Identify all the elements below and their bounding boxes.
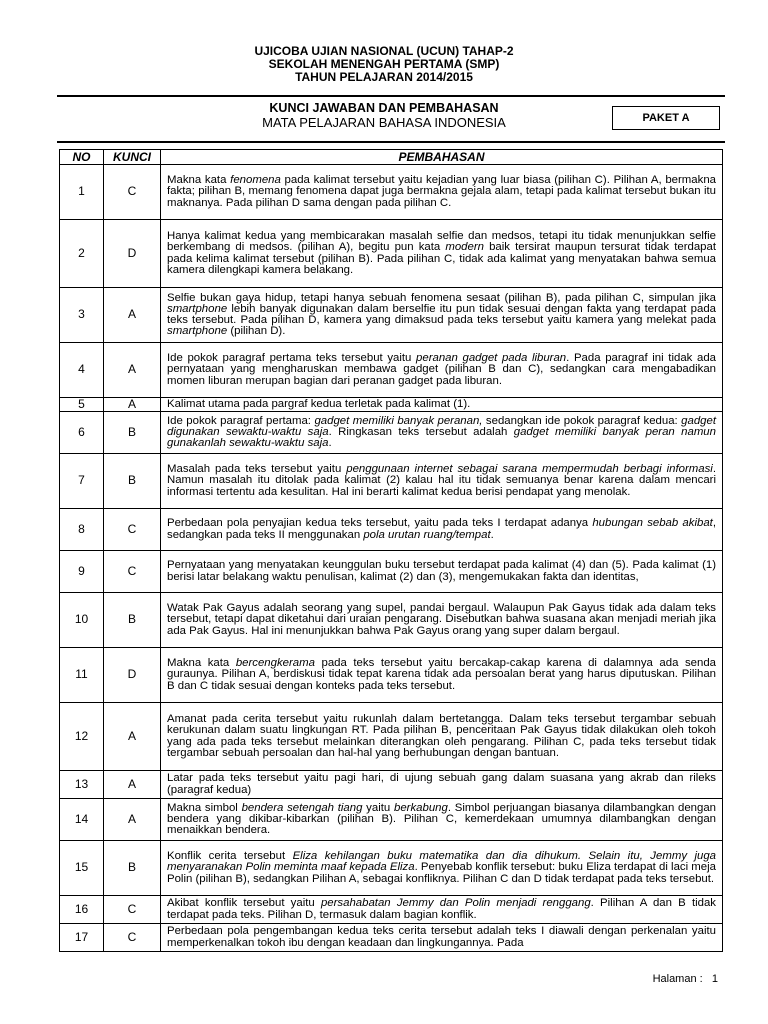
table-row (60, 288, 723, 343)
table-row (60, 398, 723, 412)
table-row (60, 771, 723, 799)
row-number: 17 (60, 924, 104, 952)
row-number: 4 (60, 343, 104, 398)
table-row (60, 799, 723, 841)
column-header-kunci: KUNCI (104, 150, 161, 165)
answer-key: B (104, 454, 161, 509)
row-number: 7 (60, 454, 104, 509)
answer-key: C (104, 551, 161, 593)
row-number: 15 (60, 841, 104, 896)
answer-table (59, 149, 723, 952)
document-header (0, 45, 768, 84)
row-number: 16 (60, 896, 104, 924)
row-number: 8 (60, 509, 104, 551)
table-row (60, 343, 723, 398)
table-row (60, 454, 723, 509)
table-row (60, 509, 723, 551)
answer-key: C (104, 924, 161, 952)
explanation-text: Ide pokok paragraf pertama teks tersebut yaitu peranan gadget pada liburan. Pada paragraf ini tidak ada pernyataan yang mengharuskan membawa gadget (pilihan B dan C), sedangkan cara mengabadikan momen liburan merupan bagian dari peranan gadget pada liburan. (161, 343, 723, 398)
answer-key: D (104, 220, 161, 288)
explanation-text: Pernyataan yang menyatakan keunggulan buku tersebut terdapat pada kalimat (4) dan (5). Pada kalimat (1) berisi latar belakang waktu penulisan, kalimat (2) dan (3), mengemukakan fakta dan identitas, (161, 551, 723, 593)
column-header-pembahasan: PEMBAHASAN (161, 150, 723, 165)
explanation-text: Hanya kalimat kedua yang membicarakan masalah selfie dan medsos, tetapi itu tidak menunjukkan selfie berkembang di medsos. (pilihan A), begitu pun kata modern baik tersirat maupun tersurat tidak terdapat pada kelima kalimat tersebut (pilihan B). Pada pilihan C, tidak ada kalimat yang menyatakan bahwa semua kamera dilengkapi kamera belakang. (161, 220, 723, 288)
answer-key: A (104, 799, 161, 841)
explanation-text: Akibat konflik tersebut yaitu persahabatan Jemmy dan Polin menjadi renggang. Pilihan A dan B tidak terdapat pada teks. Pilihan D, termasuk dalam bagian konflik. (161, 896, 723, 924)
explanation-text: Ide pokok paragraf pertama: gadget memiliki banyak peranan, sedangkan ide pokok paragraf kedua: gadget digunakan sewaktu-waktu saja. Ringkasan teks tersebut adalah gadget memiliki banyak peran namun gunakanlah sewaktu-waktu saja. (161, 412, 723, 454)
title-rule (57, 141, 725, 143)
explanation-text: Kalimat utama pada pargraf kedua terletak pada kalimat (1). (161, 398, 723, 412)
explanation-text: Makna kata bercengkerama pada teks tersebut yaitu bercakap-cakap karena di dalamnya ada senda guraunya. Pilihan A, berdiskusi tidak tepat karena tidak ada persoalan berat yang harus diputuskan. Pilihan B dan C tidak sesuai dengan konteks pada teks tersebut. (161, 648, 723, 703)
table-row (60, 220, 723, 288)
row-number: 2 (60, 220, 104, 288)
explanation-text: Konflik cerita tersebut Eliza kehilangan buku matematika dan dia dihukum. Selain itu, Jemmy juga menyaranakan Polin meminta maaf kepada Eliza. Penyebab konflik tersebut: buku Eliza terdapat di laci meja Polin (pilihan B), sedangkan Pilihan A, sebagai konfliknya. Pilihan C dan D tidak terdapat pada teks tersebut. (161, 841, 723, 896)
explanation-text: Perbedaan pola pengembangan kedua teks cerita tersebut adalah teks I diawali dengan perkenalan yaitu memperkenalkan tokoh ibu dengan keadaan dan lingkungannya. Pada (161, 924, 723, 952)
row-number: 12 (60, 703, 104, 771)
explanation-text: Perbedaan pola penyajian kedua teks tersebut, yaitu pada teks I terdapat adanya hubungan sebab akibat, sedangkan pada teks II menggunakan pola urutan ruang/tempat. (161, 509, 723, 551)
header-line-3: TAHUN PELAJARAN 2014/2015 (295, 70, 473, 84)
subject-title: MATA PELAJARAN BAHASA INDONESIA (262, 115, 506, 130)
answer-key: D (104, 648, 161, 703)
explanation-text: Latar pada teks tersebut yaitu pagi hari, di ujung sebuah gang dalam suasana yang akrab dan rileks (paragraf kedua) (161, 771, 723, 799)
table-row (60, 165, 723, 220)
paket-box: PAKET A (612, 106, 720, 130)
table-row (60, 593, 723, 648)
answer-key: A (104, 288, 161, 343)
table-row (60, 703, 723, 771)
answer-key: A (104, 398, 161, 412)
table-row (60, 648, 723, 703)
answer-key: B (104, 593, 161, 648)
row-number: 6 (60, 412, 104, 454)
answer-key: A (104, 771, 161, 799)
column-header-no: NO (60, 150, 104, 165)
table-row (60, 924, 723, 952)
answer-key: A (104, 343, 161, 398)
header-line-1: UJICOBA UJIAN NASIONAL (UCUN) TAHAP-2 (254, 44, 514, 58)
row-number: 11 (60, 648, 104, 703)
answer-key: B (104, 841, 161, 896)
table-header-row (60, 150, 723, 165)
answer-key: C (104, 896, 161, 924)
header-rule (57, 95, 725, 97)
answer-key: A (104, 703, 161, 771)
row-number: 13 (60, 771, 104, 799)
table-row (60, 896, 723, 924)
document-title: KUNCI JAWABAN DAN PEMBAHASAN (269, 101, 499, 115)
explanation-text: Amanat pada cerita tersebut yaitu rukunlah dalam bertetangga. Dalam teks tersebut tergambar sebuah kerukunan dalam suatu lingkungan RT. Pada pilihan B, penceritaan Pak Gayus tidak dilakukan oleh tokoh yang ada pada teks tersebut melainkan diterangkan oleh pengarang. Pilihan C, pada teks tersebut tidak tergambar sebuah persoalan dan hal-hal yang berhubungan dengan bantuan. (161, 703, 723, 771)
row-number: 10 (60, 593, 104, 648)
row-number: 3 (60, 288, 104, 343)
row-number: 14 (60, 799, 104, 841)
answer-key: C (104, 509, 161, 551)
table-row (60, 412, 723, 454)
table-row (60, 841, 723, 896)
page-label: Halaman : (652, 973, 703, 985)
answer-key: B (104, 412, 161, 454)
explanation-text: Watak Pak Gayus adalah seorang yang supel, pandai bergaul. Walaupun Pak Gayus tidak ada dalam teks tersebut, tetapi dapat diketahui dari uraian pengarang. Disebutkan bahwa suasana akan menjadi meriah jika ada Pak Gayus. Hal ini menunjukkan bahwa Pak Gayus orang yang super dalam bergaul. (161, 593, 723, 648)
page-number: 1 (711, 973, 718, 985)
explanation-text: Selfie bukan gaya hidup, tetapi hanya sebuah fenomena sesaat (pilihan B), pada pilihan C, simpulan jika smartphone lebih banyak digunakan dalam berselfie itu pun tidak sesuai dengan fakta yang terdapat pada teks tersebut. Pada pilihan D, kamera yang dimaksud pada teks tersebut yaitu kamera yang melekat pada smartphone (pilihan D). (161, 288, 723, 343)
row-number: 5 (60, 398, 104, 412)
row-number: 9 (60, 551, 104, 593)
page-footer (653, 973, 718, 985)
answer-key: C (104, 165, 161, 220)
header-line-2: SEKOLAH MENENGAH PERTAMA (SMP) (268, 57, 500, 71)
explanation-text: Masalah pada teks tersebut yaitu penggunaan internet sebagai sarana mempermudah berbagi informasi. Namun masalah itu ditolak pada kalimat (2) kalau hal itu tidak semuanya benar karena dalam mencari informasi tertentu ada kesulitan. Hal ini berarti kalimat kedua berisi pendapat yang menolak. (161, 454, 723, 509)
explanation-text: Makna kata fenomena pada kalimat tersebut yaitu kejadian yang luar biasa (pilihan C). Pilihan A, bermakna fakta; pilihan B, memang fenomena dapat juga bermakna gejala alam, tetapi pada kalimat tersebut bukan itu maknanya. Pada pilihan D sama dengan pada pilihan C. (161, 165, 723, 220)
explanation-text: Makna simbol bendera setengah tiang yaitu berkabung. Simbol perjuangan biasanya dilambangkan dengan bendera yang dikibar-kibarkan (pilihan B). Pilihan C, kemerdekaan umumnya dilambangkan dengan menaikkan bendera. (161, 799, 723, 841)
row-number: 1 (60, 165, 104, 220)
table-row (60, 551, 723, 593)
